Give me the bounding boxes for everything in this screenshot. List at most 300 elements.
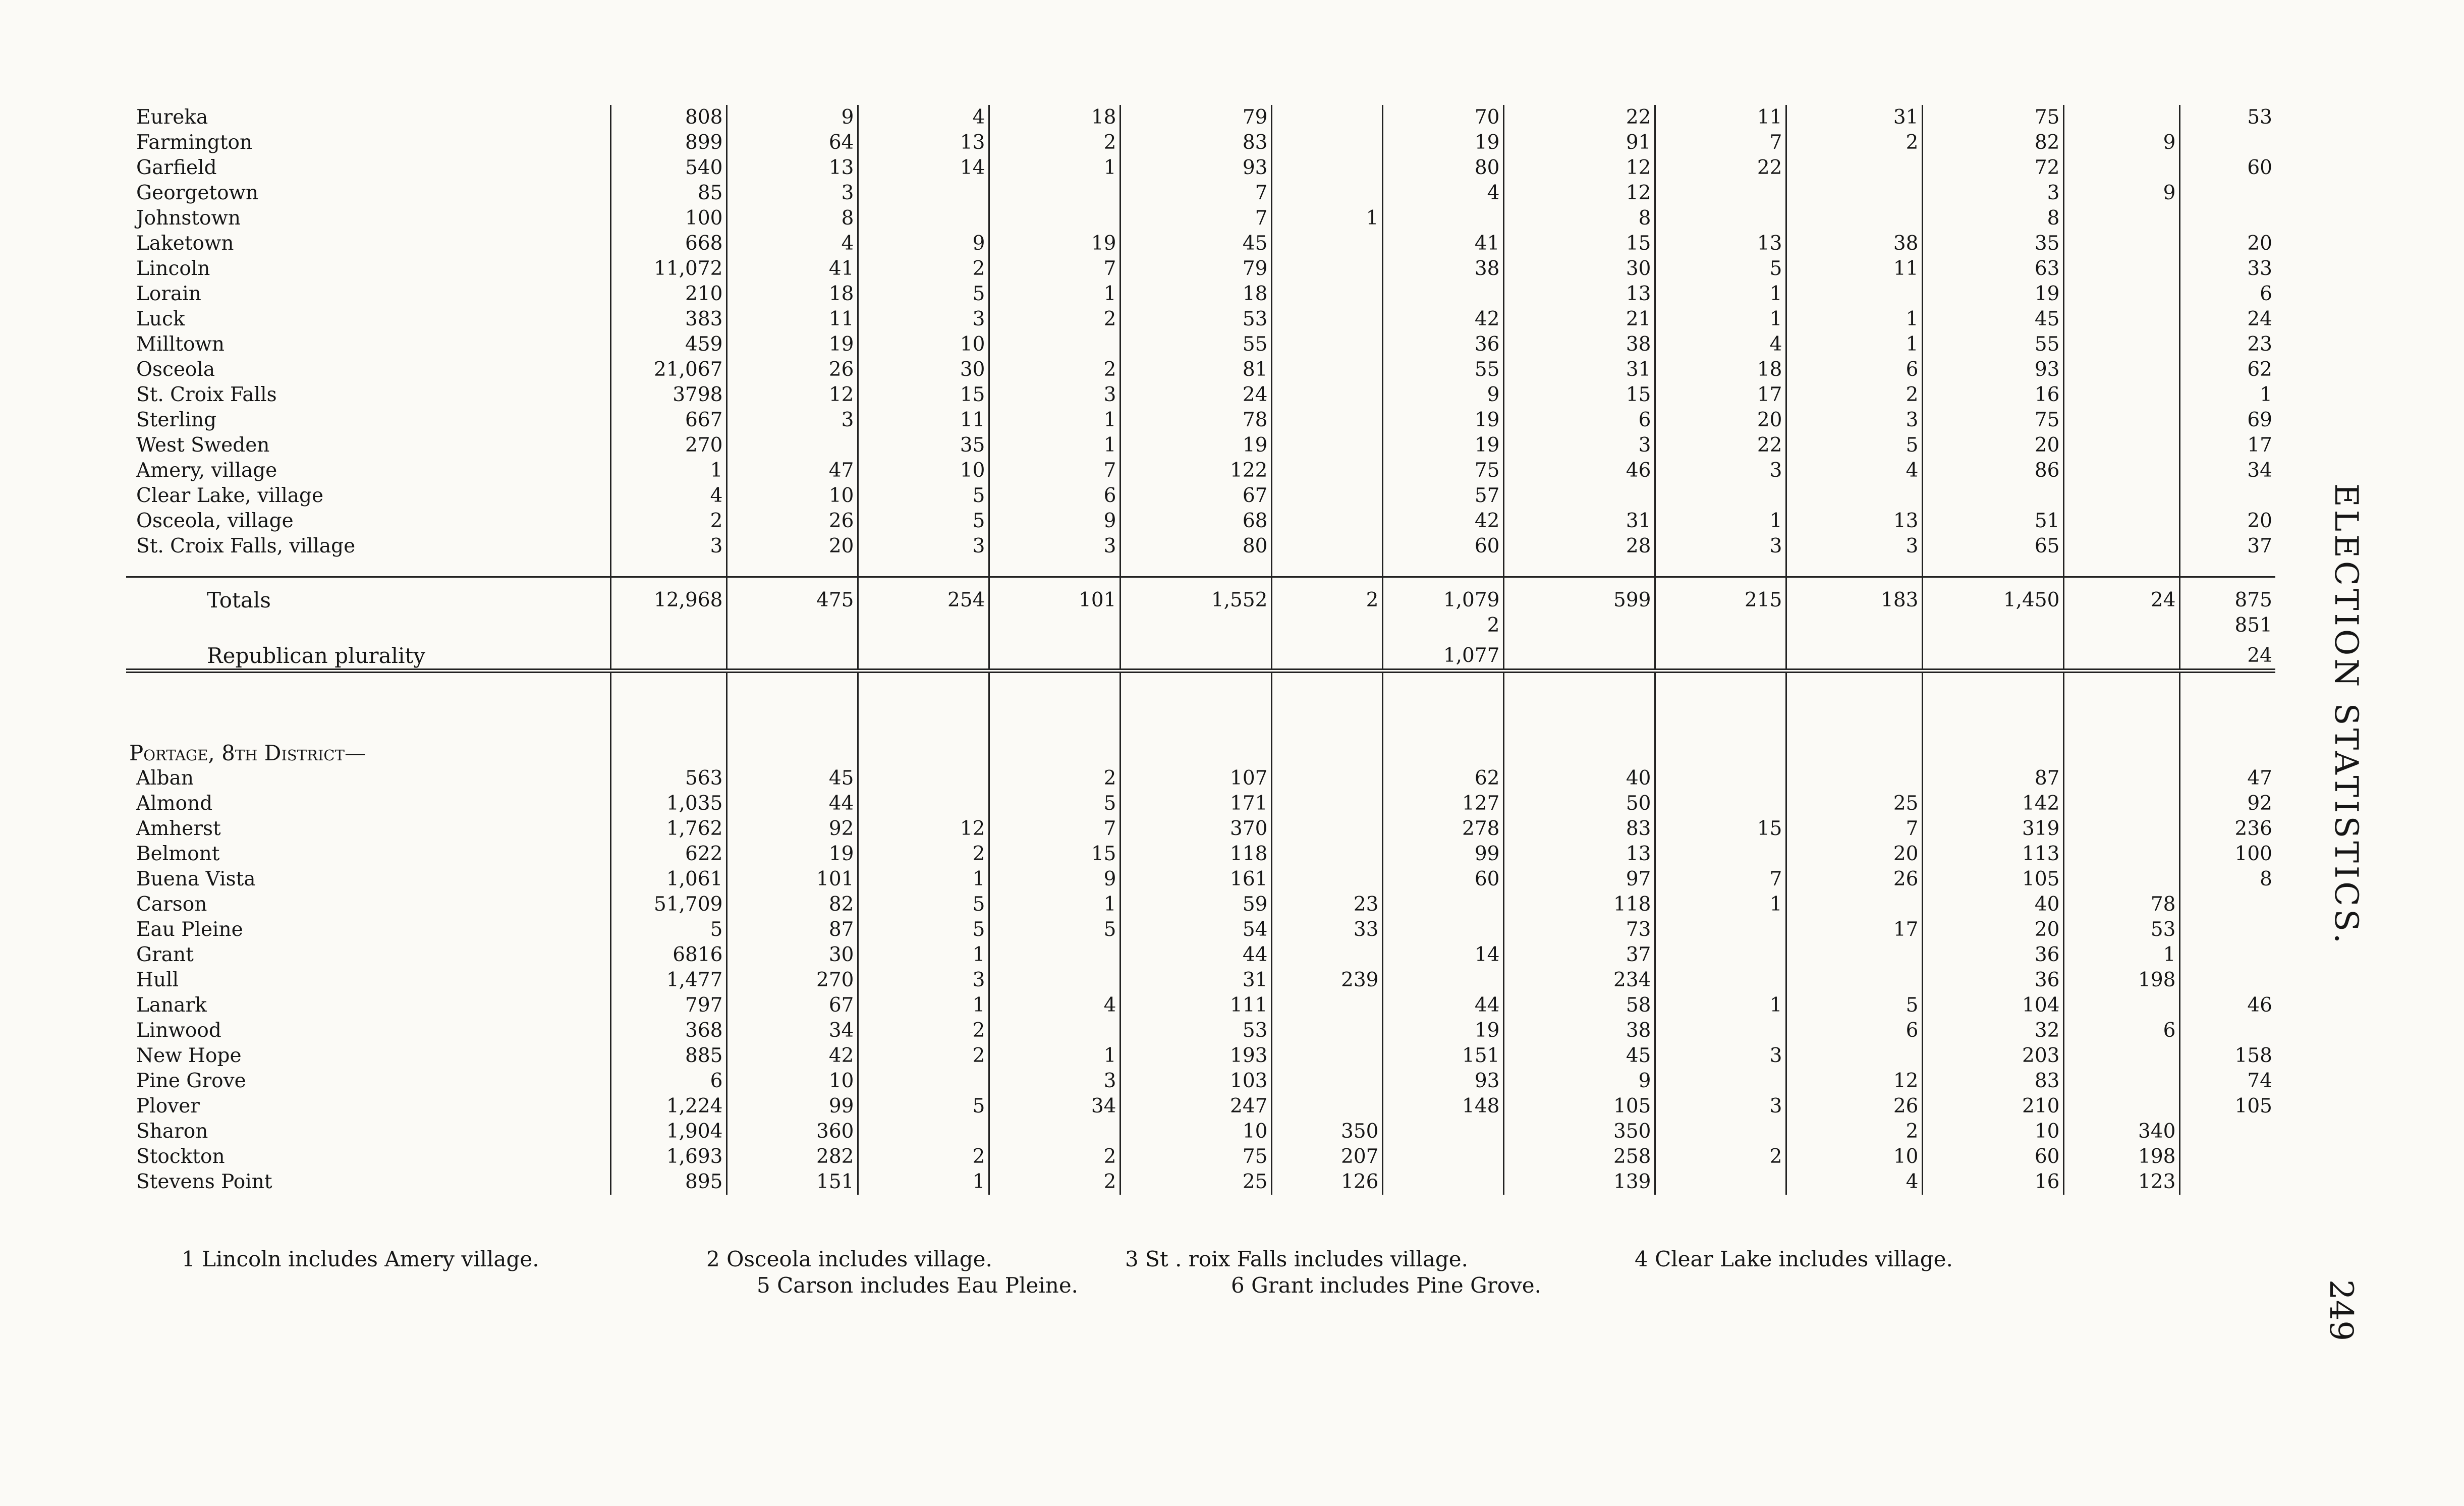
cell-value (989, 968, 1120, 993)
cell-value: 4 (989, 993, 1120, 1018)
cell-value: 55 (1922, 332, 2063, 357)
plurality-row (126, 638, 2275, 671)
gap-cell (1922, 690, 2063, 741)
heading-cell (1655, 741, 1786, 766)
cell-value: 40 (1503, 766, 1655, 791)
gap-cell (726, 690, 858, 741)
cell-value (2063, 816, 2179, 842)
cell-value: 3 (726, 408, 858, 433)
cell-value (1786, 155, 1922, 181)
cell-value: 319 (1922, 816, 2063, 842)
cell-value: 5 (858, 509, 989, 534)
separator-cell (2179, 671, 2275, 691)
cell-value: 2 (858, 256, 989, 282)
row-label: Carson (126, 892, 610, 917)
heading-cell (858, 741, 989, 766)
cell-value: 19 (1382, 130, 1503, 155)
cell-value: 7 (1786, 816, 1922, 842)
cell-value: 11 (858, 408, 989, 433)
plurality-value (1655, 638, 1786, 671)
cell-value: 1,693 (610, 1144, 726, 1169)
cell-value: 93 (1922, 357, 2063, 382)
cell-value: 236 (2234, 817, 2272, 840)
total-value: 183 (1786, 577, 1922, 613)
cell-value: 278 (1382, 816, 1503, 842)
footnote-3: 3 St . roix Falls includes village. (1125, 1247, 1468, 1271)
cell-value: 44 (1382, 993, 1503, 1018)
cell-value (1786, 206, 1922, 231)
cell-value: 5 (858, 282, 989, 307)
cell-value: 31 (1120, 968, 1271, 993)
cell-value (1655, 842, 1786, 867)
cell-value: 53 (1120, 307, 1271, 332)
cell-value: 35 (858, 433, 989, 458)
cell-value: 148 (1382, 1094, 1503, 1119)
cell-value (858, 206, 989, 231)
cell-value (1382, 1169, 1503, 1195)
cell-value: 668 (610, 231, 726, 256)
separator-cell (1120, 671, 1271, 691)
cell-value: 13 (1503, 282, 1655, 307)
cell-value (2063, 766, 2179, 791)
cell-value: 370 (1120, 816, 1271, 842)
cell-value: 3798 (610, 382, 726, 408)
gap-cell (858, 690, 989, 741)
cell-value: 19 (1382, 408, 1503, 433)
cell-value: 93 (1120, 155, 1271, 181)
cell-value: 15 (989, 842, 1120, 867)
gap-cell (1503, 690, 1655, 741)
cell-value: 1,762 (610, 816, 726, 842)
cell-value: 1 (858, 867, 989, 892)
cell-value: 1 (2260, 383, 2272, 406)
cell-value: 51 (1922, 509, 2063, 534)
cell-value: 55 (1120, 332, 1271, 357)
cell-value (2063, 105, 2179, 130)
cell-value: 5 (610, 917, 726, 942)
row-label: Eau Pleine (126, 917, 610, 942)
cell-value: 282 (726, 1144, 858, 1169)
spacer-cell (2179, 559, 2275, 577)
cell-value: 22 (1655, 433, 1786, 458)
cell-value (1786, 1043, 1922, 1069)
cell-value (2179, 968, 2275, 993)
cell-value: 239 (1271, 968, 1382, 993)
cell-value: 34 (726, 1018, 858, 1043)
cell-value: 21 (1503, 307, 1655, 332)
cell-value: 4 (726, 231, 858, 256)
table-row (126, 867, 2275, 892)
table-row (126, 917, 2275, 942)
cell-value: 51,709 (610, 892, 726, 917)
cell-value: 83 (1503, 816, 1655, 842)
cell-value: 32 (1922, 1018, 2063, 1043)
cell-value (1271, 332, 1382, 357)
total-value: 2 (1271, 577, 1382, 613)
cell-value (2063, 382, 2179, 408)
total-second-value: 851 (2234, 614, 2272, 637)
row-label: Stevens Point (126, 1169, 610, 1195)
cell-value: 46 (1503, 458, 1655, 483)
cell-value: 459 (610, 332, 726, 357)
cell-value: 75 (1922, 105, 2063, 130)
cell-value: 118 (1503, 892, 1655, 917)
cell-value (2063, 993, 2179, 1018)
cell-value: 3 (610, 534, 726, 559)
cell-value: 60 (1382, 867, 1503, 892)
table-row (126, 483, 2275, 509)
plurality-value (726, 638, 858, 671)
cell-value: 1,904 (610, 1119, 726, 1144)
cell-value (1271, 791, 1382, 816)
row-label: Garfield (126, 155, 610, 181)
cell-value (989, 1018, 1120, 1043)
heading-cell (1271, 741, 1382, 766)
cell-value: 18 (1655, 357, 1786, 382)
cell-value (1271, 458, 1382, 483)
heading-cell (1120, 741, 1271, 766)
cell-value: 33 (2247, 257, 2272, 280)
cell-value (2063, 206, 2179, 231)
cell-value: 14 (1382, 942, 1503, 968)
separator-cell (126, 671, 610, 691)
cell-value: 23 (2247, 333, 2272, 356)
cell-value: 26 (1786, 867, 1922, 892)
cell-value: 1 (1786, 307, 1922, 332)
cell-value (1382, 892, 1503, 917)
cell-value: 13 (1786, 509, 1922, 534)
row-label: Grant (126, 942, 610, 968)
cell-value: 67 (1120, 483, 1271, 509)
row-label: Pine Grove (126, 1069, 610, 1094)
cell-value: 895 (610, 1169, 726, 1195)
cell-value: 123 (2063, 1169, 2179, 1195)
cell-value: 1,477 (610, 968, 726, 993)
cell-value: 97 (1503, 867, 1655, 892)
cell-value: 2 (1786, 382, 1922, 408)
cell-value: 3 (989, 1069, 1120, 1094)
cell-value: 69 (2247, 409, 2272, 431)
gap-cell (1382, 690, 1503, 741)
cell-value (2063, 155, 2179, 181)
cell-value: 12 (1786, 1069, 1922, 1094)
cell-value: 13 (1655, 231, 1786, 256)
cell-value: 7 (989, 816, 1120, 842)
gap-cell (1120, 690, 1271, 741)
row-label: Linwood (126, 1018, 610, 1043)
gap-cell (2063, 690, 2179, 741)
cell-value: 20 (1922, 917, 2063, 942)
row-label: Eureka (126, 105, 610, 130)
separator-cell (1271, 671, 1382, 691)
cell-value (2179, 206, 2275, 231)
table-row (126, 1169, 2275, 1195)
cell-value (2179, 942, 2275, 968)
cell-value (1271, 1018, 1382, 1043)
cell-value (1655, 766, 1786, 791)
page-number-box (2306, 1261, 2376, 1362)
cell-value: 87 (726, 917, 858, 942)
separator-cell (1922, 671, 2063, 691)
cell-value: 62 (1382, 766, 1503, 791)
cell-value (1271, 130, 1382, 155)
cell-value: 10 (858, 332, 989, 357)
spacer-cell (1786, 559, 1922, 577)
cell-value (989, 332, 1120, 357)
cell-value: 19 (726, 842, 858, 867)
cell-value (1271, 256, 1382, 282)
cell-value (2063, 458, 2179, 483)
spacer-cell (1922, 559, 2063, 577)
row-label: Johnstown (126, 206, 610, 231)
cell-value: 111 (1120, 993, 1271, 1018)
cell-value (858, 1119, 989, 1144)
page-number: 249 (2322, 1279, 2360, 1342)
cell-value: 7 (1655, 130, 1786, 155)
cell-value: 2 (989, 1169, 1120, 1195)
totals-row (126, 577, 2275, 613)
cell-value: 3 (1655, 534, 1786, 559)
cell-value: 105 (1922, 867, 2063, 892)
separator-cell (1503, 671, 1655, 691)
cell-value: 5 (1786, 993, 1922, 1018)
table-row (126, 1094, 2275, 1119)
cell-value: 1,224 (610, 1094, 726, 1119)
table-row (126, 892, 2275, 917)
cell-value (1271, 993, 1382, 1018)
cell-value: 4 (1786, 458, 1922, 483)
table-row (126, 1043, 2275, 1069)
cell-value (2179, 1169, 2275, 1195)
table-row (126, 1144, 2275, 1169)
cell-value: 15 (1655, 816, 1786, 842)
plurality-value (989, 638, 1120, 671)
cell-value (1922, 483, 2063, 509)
cell-value: 55 (1382, 357, 1503, 382)
table-row (126, 1069, 2275, 1094)
cell-value: 1 (858, 942, 989, 968)
section-heading: Portage, 8th District— (126, 741, 610, 766)
cell-value: 16 (1922, 1169, 2063, 1195)
cell-value: 47 (2247, 767, 2272, 790)
separator-cell (858, 671, 989, 691)
cell-value: 193 (1120, 1043, 1271, 1069)
cell-value: 93 (1382, 1069, 1503, 1094)
total-value: 599 (1503, 577, 1655, 613)
cell-value: 38 (1786, 231, 1922, 256)
gap-cell (126, 690, 610, 741)
cell-value (2063, 256, 2179, 282)
cell-value (2063, 357, 2179, 382)
cell-value (1786, 942, 1922, 968)
table-row (126, 231, 2275, 256)
heading-cell (726, 741, 858, 766)
cell-value: 58 (1503, 993, 1655, 1018)
cell-value: 158 (2234, 1044, 2272, 1067)
cell-value (1786, 282, 1922, 307)
cell-value (1655, 206, 1786, 231)
heading-cell (1382, 741, 1503, 766)
cell-value: 38 (1503, 1018, 1655, 1043)
cell-value (2063, 1069, 2179, 1094)
cell-value: 4 (610, 483, 726, 509)
cell-value: 41 (726, 256, 858, 282)
cell-value: 28 (1503, 534, 1655, 559)
cell-value: 59 (1120, 892, 1271, 917)
cell-value: 1 (1271, 206, 1382, 231)
cell-value (1271, 231, 1382, 256)
cell-value: 360 (726, 1119, 858, 1144)
total-value: 1,450 (1922, 577, 2063, 613)
cell-value: 1 (989, 408, 1120, 433)
cell-value: 54 (1120, 917, 1271, 942)
cell-value: 30 (858, 357, 989, 382)
cell-value (1382, 206, 1503, 231)
cell-value (1786, 483, 1922, 509)
cell-value: 83 (1922, 1069, 2063, 1094)
table-row (126, 766, 2275, 791)
cell-value (2063, 509, 2179, 534)
cell-value: 50 (1503, 791, 1655, 816)
cell-value: 7 (1120, 181, 1271, 206)
cell-value: 5 (1786, 433, 1922, 458)
election-table (126, 105, 2275, 1195)
cell-value: 13 (1503, 842, 1655, 867)
cell-value: 3 (989, 382, 1120, 408)
cell-value (1271, 433, 1382, 458)
cell-value: 101 (726, 867, 858, 892)
cell-value (2063, 332, 2179, 357)
spacer-cell (1503, 559, 1655, 577)
table-row (126, 357, 2275, 382)
cell-value: 25 (1120, 1169, 1271, 1195)
cell-value: 45 (1120, 231, 1271, 256)
plurality-value: 24 (2247, 644, 2272, 667)
cell-value (1271, 534, 1382, 559)
cell-value: 17 (1655, 382, 1786, 408)
cell-value (2063, 1094, 2179, 1119)
cell-value: 57 (1382, 483, 1503, 509)
side-title: ELECTION STATISTICS. (2327, 483, 2365, 947)
heading-cell (989, 741, 1120, 766)
table-row (126, 105, 2275, 130)
cell-value: 563 (610, 766, 726, 791)
cell-value: 40 (1922, 892, 2063, 917)
cell-value: 3 (1655, 458, 1786, 483)
cell-value: 99 (1382, 842, 1503, 867)
cell-value: 5 (989, 791, 1120, 816)
cell-value: 92 (726, 816, 858, 842)
table-row (126, 816, 2275, 842)
row-label: New Hope (126, 1043, 610, 1069)
cell-value (2179, 1119, 2275, 1144)
cell-value: 78 (2063, 892, 2179, 917)
separator-cell (610, 671, 726, 691)
cell-value: 1 (1786, 332, 1922, 357)
cell-value: 350 (1271, 1119, 1382, 1144)
cell-value (2179, 483, 2275, 509)
cell-value: 44 (726, 791, 858, 816)
cell-value: 6816 (610, 942, 726, 968)
row-label: Lincoln (126, 256, 610, 282)
cell-value: 31 (1503, 509, 1655, 534)
cell-value (1271, 382, 1382, 408)
cell-value: 42 (726, 1043, 858, 1069)
cell-value: 1 (610, 458, 726, 483)
separator-cell (1382, 671, 1503, 691)
spacer-cell (1120, 559, 1271, 577)
cell-value: 62 (2247, 358, 2272, 381)
cell-value (2179, 892, 2275, 917)
cell-value: 22 (1655, 155, 1786, 181)
cell-value: 198 (2063, 1144, 2179, 1169)
table-row (126, 534, 2275, 559)
cell-value: 53 (2247, 106, 2272, 129)
row-label: Farmington (126, 130, 610, 155)
cell-value: 25 (1786, 791, 1922, 816)
cell-value: 45 (726, 766, 858, 791)
cell-value: 107 (1120, 766, 1271, 791)
section-separator (126, 671, 2275, 691)
cell-value: 4 (1786, 1169, 1922, 1195)
separator-cell (989, 671, 1120, 691)
total-value: 875 (2179, 577, 2275, 613)
cell-value (1271, 105, 1382, 130)
heading-cell (1503, 741, 1655, 766)
cell-value: 9 (1503, 1069, 1655, 1094)
cell-value (1382, 282, 1503, 307)
cell-value: 26 (1786, 1094, 1922, 1119)
cell-value: 60 (2247, 156, 2272, 179)
cell-value: 1 (989, 282, 1120, 307)
total-second-value (1786, 613, 1922, 638)
spacer-cell (126, 559, 610, 577)
plurality-value (1503, 638, 1655, 671)
cell-value: 13 (858, 130, 989, 155)
heading-cell (1922, 741, 2063, 766)
cell-value: 2 (989, 766, 1120, 791)
cell-value: 79 (1120, 105, 1271, 130)
heading-cell (2063, 741, 2179, 766)
total-second-value (1655, 613, 1786, 638)
separator-cell (2063, 671, 2179, 691)
cell-value: 37 (1503, 942, 1655, 968)
cell-value: 60 (1382, 534, 1503, 559)
cell-value: 17 (2247, 434, 2272, 457)
plurality-value (1922, 638, 2063, 671)
table-row (126, 181, 2275, 206)
cell-value: 75 (1120, 1144, 1271, 1169)
cell-value: 122 (1120, 458, 1271, 483)
cell-value: 75 (1382, 458, 1503, 483)
cell-value: 2 (1786, 130, 1922, 155)
cell-value (1655, 1018, 1786, 1043)
cell-value: 210 (610, 282, 726, 307)
table-row (126, 842, 2275, 867)
cell-value: 99 (726, 1094, 858, 1119)
cell-value (1271, 357, 1382, 382)
row-label: Stockton (126, 1144, 610, 1169)
cell-value: 126 (1271, 1169, 1382, 1195)
cell-value (1503, 483, 1655, 509)
cell-value: 42 (1382, 509, 1503, 534)
cell-value: 31 (1503, 357, 1655, 382)
cell-value: 9 (2063, 181, 2179, 206)
cell-value (1655, 483, 1786, 509)
cell-value: 31 (1786, 105, 1922, 130)
cell-value: 5 (1655, 256, 1786, 282)
cell-value: 68 (1120, 509, 1271, 534)
